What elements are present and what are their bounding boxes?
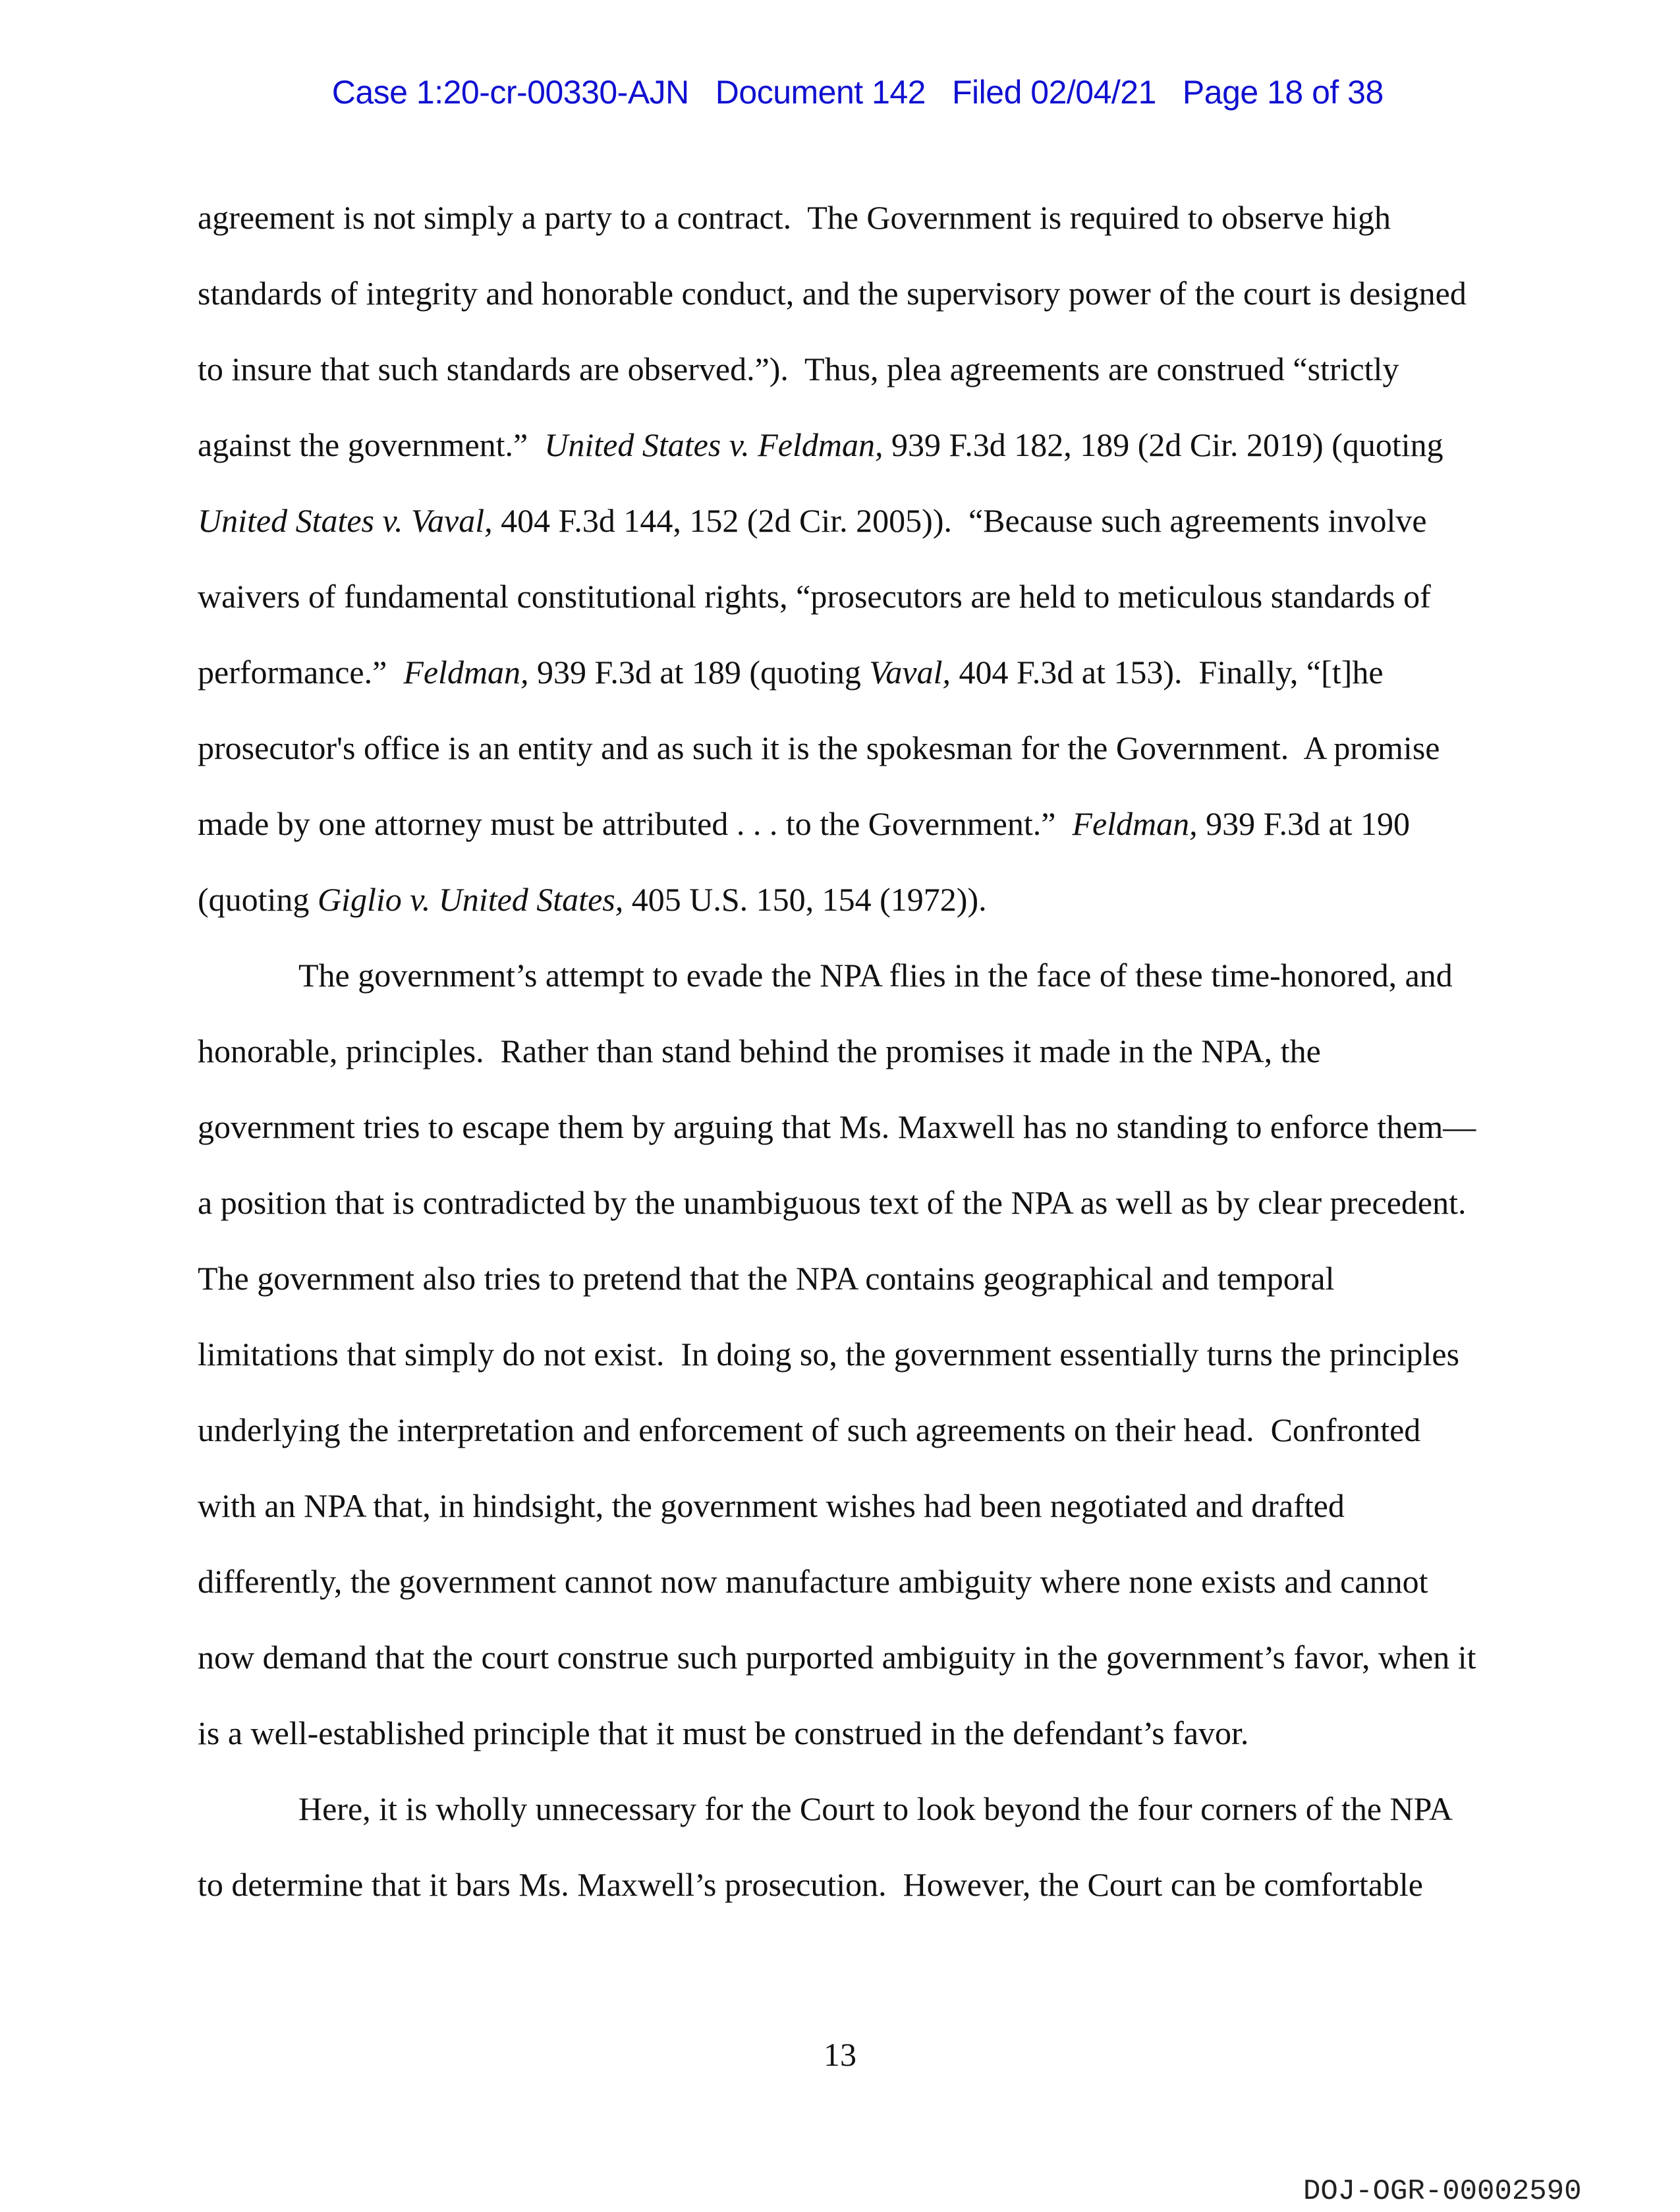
text-run: to determine that it bars Ms. Maxwell’s prosecution. However, the Court can be comfortable: [198, 1866, 1423, 1903]
case-citation: Feldman,: [1072, 805, 1198, 842]
text-line: [198, 1865, 1423, 1904]
text-run: 405 U.S. 150, 154 (1972)).: [623, 881, 987, 918]
text-run: honorable, principles. Rather than stand behind the promises it made in the NPA, the: [198, 1033, 1321, 1069]
text-run: 404 F.3d 144, 152 (2d Cir. 2005)). “Because such agreements involve: [492, 502, 1427, 539]
text-run: limitations that simply do not exist. In doing so, the government essentially turns the principles: [198, 1336, 1460, 1373]
case-citation: Vaval,: [869, 654, 951, 691]
text-line: [198, 1259, 1334, 1298]
text-line: [198, 804, 1410, 843]
text-line: [198, 1183, 1466, 1222]
case-citation: United States v. Feldman,: [544, 426, 883, 463]
text-run: performance.”: [198, 654, 404, 691]
text-line: [198, 349, 1399, 389]
text-run: with an NPA that, in hindsight, the government wishes had been negotiated and drafted: [198, 1487, 1345, 1524]
filed-date: Filed 02/04/21: [952, 74, 1156, 111]
bates-stamp: DOJ-OGR-00002590: [1303, 2175, 1582, 2208]
text-line: [198, 1410, 1420, 1450]
text-line: [198, 1334, 1459, 1374]
text-line: [198, 425, 1443, 465]
text-run: government tries to escape them by arguing that Ms. Maxwell has no standing to enforce them—: [198, 1108, 1476, 1145]
text-run: 939 F.3d 182, 189 (2d Cir. 2019) (quoting: [883, 426, 1443, 463]
case-number: Case 1:20-cr-00330-AJN: [331, 74, 689, 111]
text-run: 939 F.3d at 190: [1197, 805, 1411, 842]
text-line: [198, 728, 1440, 768]
text-run: 939 F.3d at 189 (quoting: [528, 654, 870, 691]
text-run: a position that is contradicted by the unambiguous text of the NPA as well as by clear precedent.: [198, 1184, 1467, 1221]
paragraph-first-line: [298, 1789, 1453, 1829]
text-run: The government also tries to pretend that the NPA contains geographical and temporal: [198, 1260, 1335, 1297]
page-number: 13: [824, 2036, 856, 2073]
text-run: against the government.”: [198, 426, 545, 463]
text-run: waivers of fundamental constitutional rights, “prosecutors are held to meticulous standards of: [198, 578, 1431, 615]
text-run: (quoting: [198, 881, 318, 918]
text-line: [198, 198, 1391, 237]
case-citation: Feldman,: [403, 654, 529, 691]
text-line: [198, 880, 987, 919]
text-run: The government’s attempt to evade the NPA flies in the face of these time-honored, and: [298, 957, 1453, 994]
text-run: differently, the government cannot now manufacture ambiguity where none exists and cannot: [198, 1563, 1428, 1600]
document-number: Document 142: [715, 74, 926, 111]
text-line: [198, 273, 1467, 313]
text-run: Here, it is wholly unnecessary for the Court to look beyond the four corners of the NPA: [298, 1790, 1453, 1827]
text-line: [198, 652, 1384, 692]
text-run: is a well-established principle that it must be construed in the defendant’s favor.: [198, 1715, 1249, 1751]
text-run: prosecutor's office is an entity and as such it is the spokesman for the Government. A promise: [198, 729, 1440, 766]
text-line: [198, 1562, 1428, 1601]
text-run: to insure that such standards are observed.”). Thus, plea agreements are construed “strictly: [198, 351, 1399, 387]
paragraph-first-line: [298, 955, 1453, 995]
text-run: now demand that the court construe such purported ambiguity in the government’s favor, when it: [198, 1639, 1476, 1676]
text-line: [198, 1713, 1248, 1753]
text-line: [198, 1486, 1345, 1525]
case-citation: United States v. Vaval,: [198, 502, 493, 539]
text-run: standards of integrity and honorable conduct, and the supervisory power of the court is designed: [198, 275, 1467, 312]
case-citation: Giglio v. United States,: [317, 881, 624, 918]
text-line: [198, 501, 1427, 540]
text-run: made by one attorney must be attributed . . . to the Government.”: [198, 805, 1073, 842]
text-run: 404 F.3d at 153). Finally, “[t]he: [950, 654, 1384, 691]
text-run: underlying the interpretation and enforcement of such agreements on their head. Confronted: [198, 1411, 1421, 1448]
text-line: [198, 1637, 1476, 1677]
ecf-filing-header: [0, 33, 1680, 152]
text-line: [198, 1031, 1321, 1071]
page-of-total: Page 18 of 38: [1182, 74, 1384, 111]
text-run: agreement is not simply a party to a contract. The Government is required to observe high: [198, 199, 1391, 236]
text-line: [198, 577, 1431, 616]
text-line: [198, 1107, 1476, 1147]
